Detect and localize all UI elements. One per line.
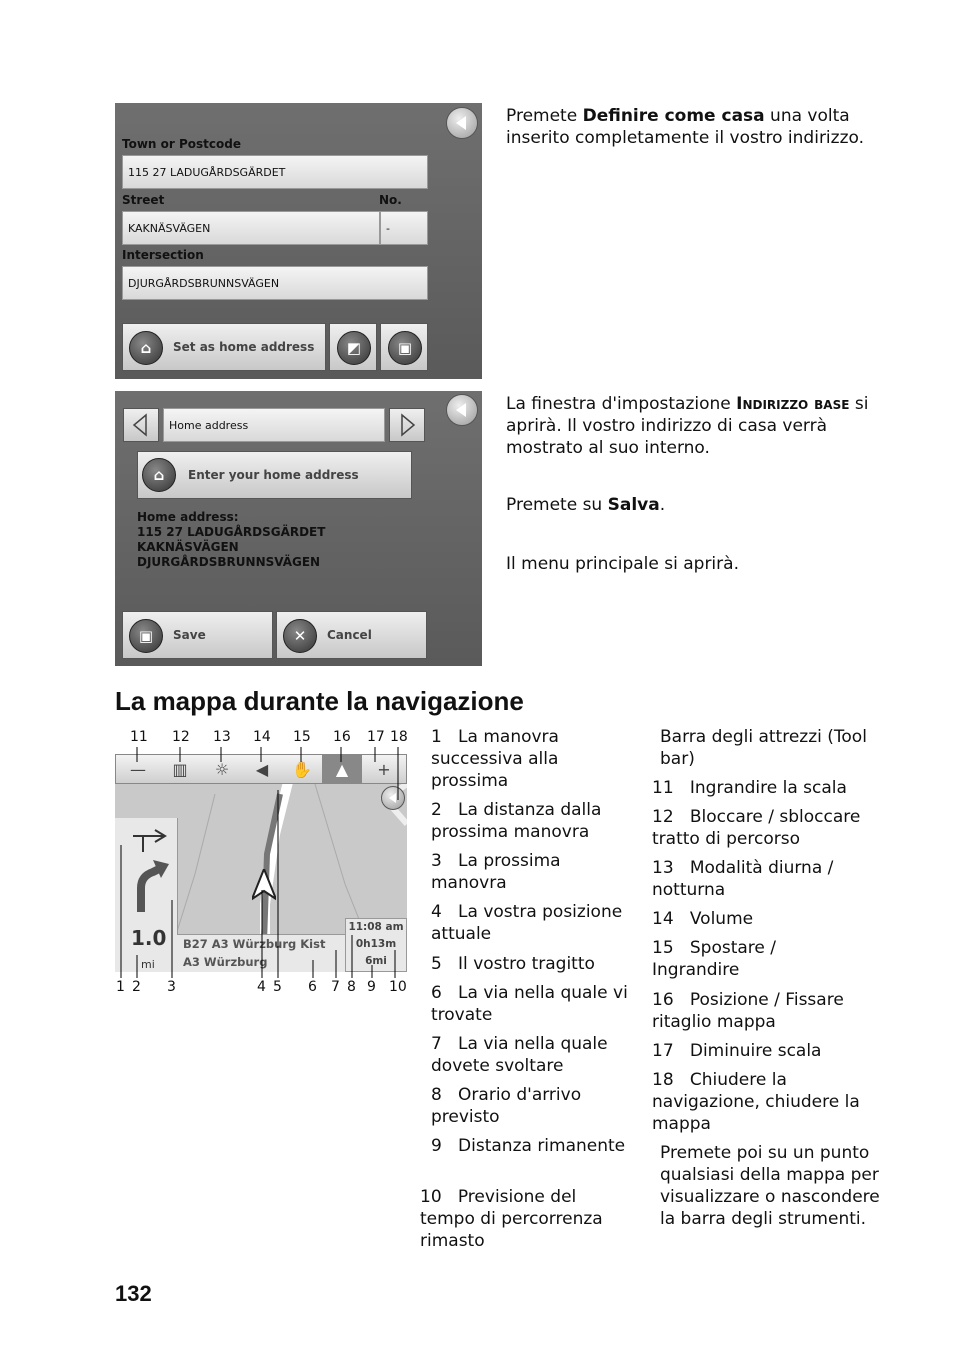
legend-number: 14 (652, 909, 674, 929)
callout-number: 2 (132, 979, 141, 995)
legend-item (652, 989, 884, 1033)
legend-text: La prossima manovra (431, 851, 561, 893)
legend-number: 16 (652, 990, 674, 1010)
legend-item (652, 857, 862, 901)
back-button[interactable] (446, 107, 478, 139)
legend-number: 2 (431, 800, 442, 820)
callout-number: 9 (367, 979, 376, 995)
paragraph-save (506, 494, 886, 516)
remaining-time-value: 0h13m (355, 938, 397, 950)
back-button[interactable] (446, 394, 478, 426)
back-arrow-icon (382, 787, 404, 809)
legend-item (431, 726, 631, 792)
town-field[interactable]: 115 27 LADUGÅRDSGÄRDET (122, 155, 428, 189)
callout-number: 18 (390, 729, 408, 745)
legend-number: 13 (652, 858, 674, 878)
position-lock-button[interactable] (322, 755, 362, 783)
callout-number: 6 (308, 979, 317, 995)
save-disk-icon: ▣ (388, 331, 422, 365)
bold-term: Definire come casa (582, 106, 765, 126)
close-map-button[interactable] (381, 786, 405, 810)
legend-text: Il vostro tragitto (458, 954, 595, 974)
legend-number: 18 (652, 1070, 674, 1090)
town-label: Town or Postcode (122, 137, 241, 151)
callout-number: 13 (213, 729, 231, 745)
cancel-x-icon: ✕ (283, 619, 317, 653)
legend-item (652, 908, 884, 930)
eta-value: 11:08 am (348, 921, 404, 933)
home-flag-icon: ⌂ (129, 331, 163, 365)
right-arrow-icon (390, 409, 424, 441)
position-arrow-icon (252, 869, 276, 905)
address-line: DJURGÅRDSBRUNNSVÄGEN (137, 555, 321, 569)
legend-text: Volume (689, 909, 754, 929)
legend-item (652, 1069, 884, 1135)
next-next-turn-icon (123, 824, 173, 854)
street-bar (177, 934, 345, 972)
set-home-label: Set as home address (173, 340, 315, 354)
section-title: La mappa durante la navigazione (115, 686, 524, 716)
intersection-field[interactable]: DJURGÅRDSBRUNNSVÄGEN (122, 266, 428, 300)
legend-text: Previsione del tempo di percorrenza rimasto (420, 1187, 603, 1251)
legend-number: 17 (652, 1041, 674, 1061)
map-button[interactable] (329, 323, 377, 371)
legend-item (431, 982, 631, 1026)
legend-number: 3 (431, 851, 442, 871)
paragraph-menu: Il menu principale si aprirà. (506, 554, 739, 574)
maneuver-panel (115, 818, 178, 972)
legend-text: Ingrandire la scala (689, 778, 847, 798)
number-label: No. (379, 193, 402, 207)
zoom-in-button[interactable] (364, 755, 404, 783)
street-field[interactable]: KAKNÄSVÄGEN (122, 211, 380, 245)
callout-number: 7 (331, 979, 340, 995)
enter-home-label: Enter your home address (188, 468, 359, 482)
legend-item (431, 1135, 631, 1157)
toolbar-legend-header: Barra degli attrezzi (Tool bar) (660, 727, 867, 769)
map-area[interactable] (115, 754, 407, 972)
callout-number: 8 (347, 979, 356, 995)
legend-number: 5 (431, 954, 442, 974)
trip-info-panel (345, 918, 407, 972)
number-field[interactable]: - (380, 211, 428, 245)
paragraph-home-window (506, 393, 886, 459)
address-entry-screenshot (115, 103, 482, 379)
block-route-button[interactable] (160, 755, 200, 783)
legend-item (431, 1084, 631, 1128)
day-night-button[interactable] (202, 755, 242, 783)
legend-number: 12 (652, 807, 674, 827)
save-disk-button[interactable] (380, 323, 428, 371)
legend-text: Posizione / Fissare ritaglio mappa (652, 990, 844, 1032)
cancel-button[interactable] (276, 611, 427, 659)
callout-number: 3 (167, 979, 176, 995)
legend-text: La via nella quale vi trovate (431, 983, 628, 1025)
page-number: 132 (115, 1281, 152, 1306)
header-field: Home address (163, 408, 385, 442)
map-toolbar (115, 754, 407, 784)
legend-text: La distanza dalla prossima manovra (431, 800, 602, 842)
intersection-label: Intersection (122, 248, 204, 262)
legend-item (652, 1040, 884, 1062)
save-label: Save (173, 628, 206, 642)
callout-number: 10 (389, 979, 407, 995)
home-address-block (137, 510, 325, 570)
callout-number: 4 (257, 979, 266, 995)
plus-icon: + (377, 759, 391, 779)
text-fragment: Premete (506, 106, 583, 126)
legend-number: 6 (431, 983, 442, 1003)
callout-number: 15 (293, 729, 311, 745)
text-fragment: una volta inserito completamente il vostro indirizzo. (506, 106, 865, 148)
callout-number: 1 (116, 979, 125, 995)
current-street: B27 A3 Würzburg Kist (183, 937, 326, 951)
legend-item (431, 799, 631, 843)
map-icon: ◩ (337, 331, 371, 365)
text-fragment: si aprirà. Il vostro indirizzo di casa verrà mostrato al suo interno. (506, 394, 869, 458)
home-address-label: Home address: (137, 510, 239, 524)
legend-item (431, 850, 631, 894)
address-line: KAKNÄSVÄGEN (137, 540, 239, 554)
legend-item (652, 806, 884, 850)
legend-text: La vostra posizione attuale (431, 902, 623, 944)
back-arrow-icon (447, 108, 477, 138)
text-fragment: . (659, 495, 666, 515)
save-button[interactable] (122, 611, 273, 659)
callout-number: 14 (253, 729, 271, 745)
legend-item (431, 901, 631, 945)
left-arrow-icon (124, 409, 158, 441)
save-disk-icon: ▣ (129, 619, 163, 653)
address-line: 115 27 LADUGÅRDSGÄRDET (137, 525, 326, 539)
cancel-label: Cancel (327, 628, 372, 642)
hand-icon: ✋ (292, 759, 312, 779)
back-arrow-icon (447, 395, 477, 425)
remaining-distance-value: 6mi (365, 955, 387, 967)
legend-number: 11 (652, 778, 674, 798)
navigation-arrow-icon: ▲ (335, 759, 349, 779)
text-fragment: Premete su (506, 495, 608, 515)
next-arrow-button[interactable] (389, 408, 425, 442)
legend-number: 9 (431, 1136, 442, 1156)
previous-arrow-button[interactable] (123, 408, 159, 442)
distance-value: 1.0 (131, 926, 167, 950)
legend-item (431, 953, 631, 975)
volume-button[interactable] (242, 755, 282, 783)
text-fragment: La finestra d'impostazione (506, 394, 737, 414)
legend-item (652, 937, 832, 981)
legend-item (652, 777, 884, 799)
legend-text: Bloccare / sbloccare tratto di percorso (652, 807, 861, 849)
callout-number: 17 (367, 729, 385, 745)
enter-home-address-button[interactable] (137, 451, 412, 499)
roadblock-icon: ▥ (172, 759, 188, 779)
street-label: Street (122, 193, 165, 207)
bold-term: Salva (607, 495, 660, 515)
next-street: A3 Würzburg (183, 955, 268, 969)
set-home-address-button[interactable] (122, 323, 326, 371)
callout-number: 5 (273, 979, 282, 995)
callout-number: 11 (130, 729, 148, 745)
legend-text: Distanza rimanente (458, 1136, 626, 1156)
legend-number: 10 (420, 1187, 442, 1207)
legend-item (420, 1186, 632, 1252)
callout-number: 16 (333, 729, 351, 745)
next-turn-icon (123, 858, 173, 914)
legend-number: 8 (431, 1085, 442, 1105)
callout-number: 12 (172, 729, 190, 745)
legend-text: Spostare / Ingrandire (652, 938, 776, 980)
legend-text: Chiudere la navigazione, chiudere la mappa (652, 1070, 860, 1134)
distance-unit: mi (141, 958, 155, 971)
house-icon: ⌂ (142, 458, 176, 492)
legend-number: 4 (431, 902, 442, 922)
legend-text: La manovra successiva alla prossima (431, 727, 559, 791)
legend-number: 1 (431, 727, 442, 747)
pan-zoom-button[interactable] (282, 755, 322, 783)
legend-footer: Premete poi su un punto qualsiasi della mappa per visualizzare o nascondere la barra degli strumenti. (660, 1143, 880, 1229)
minus-icon: — (130, 759, 146, 779)
sun-icon: ☼ (214, 759, 230, 779)
small-caps-term: Indirizzo base (736, 394, 850, 414)
legend-text: Orario d'arrivo previsto (431, 1085, 582, 1127)
legend-number: 15 (652, 938, 674, 958)
home-address-screenshot (115, 391, 482, 666)
speaker-icon: ◀ (255, 759, 269, 779)
zoom-out-button[interactable] (118, 755, 158, 783)
paragraph-set-home (506, 105, 886, 149)
legend-text: Modalità diurna / notturna (652, 858, 834, 900)
legend-text: Diminuire scala (689, 1041, 822, 1061)
legend-number: 7 (431, 1034, 442, 1054)
legend-text: La via nella quale dovete svoltare (431, 1034, 608, 1076)
legend-item (431, 1033, 631, 1077)
